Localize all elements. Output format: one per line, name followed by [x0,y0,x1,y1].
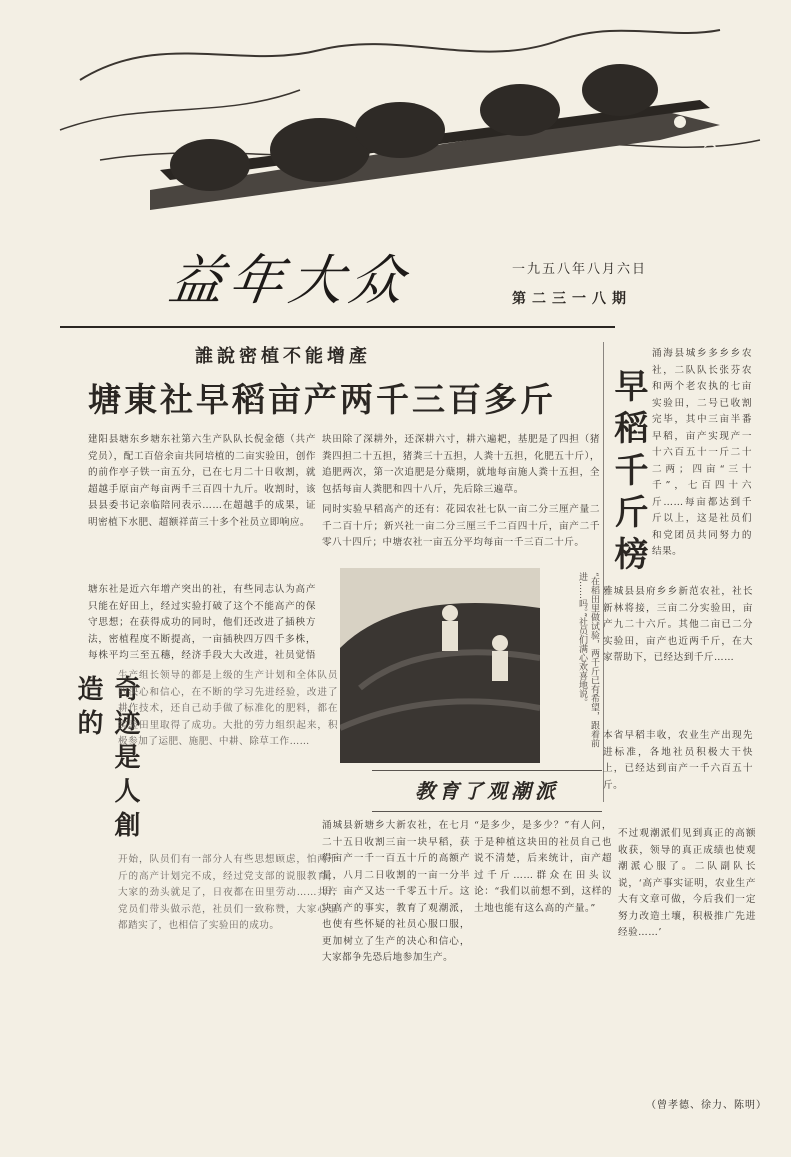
photo-caption: “在稻田里做试验，两千斤已有希望，跟着前进……吗。”社员们满心欢喜地说。 [577,572,599,748]
star-icon [700,130,720,148]
main-article-col2b: 同时实验早稻高产的还有：花园农社七队一亩二分三厘产量二千二百十斤；新兴社一亩二分三厘三千二百四十斤，亩产二千零八十四斤；中塘农社一亩五分平均每亩一千三百二十斤。 [322,504,600,548]
newspaper-title: 益年大众 [165,249,414,312]
sidebar-text3: 本省早稻丰收，农业生产出现先进标准，各地社员积极大干快上，已经达到亩产一千六百五十斤。 [603,730,753,791]
second-headline: 教育了观潮派 [372,770,602,812]
main-headline: 塘東社早稻亩产两千三百多斤 [88,380,556,419]
second-article-col3: 不过观潮派们见到真正的高额收获，领导的真正成绩也使观潮派心服了。二队副队长说，‘高产事实证明，农业生产大有文章可做，今后我们一定努力改造土壤，积极推广先进经验……’ [618,828,756,938]
sidebar-title: 早稻千斤榜 [608,368,648,578]
publication-date: 一九五八年八月六日 [512,262,648,277]
rice-field-image [340,568,540,763]
issue-number: 第二三一八期 [512,291,632,307]
sidebar-text1: 涌海县城乡多乡乡农社，二队队长张芬农和两个老农执的七亩实验田，二号已收割完毕，其中三亩半番早稻，亩产实现产一十六百五十一斤二十二两；四亩“三十千”，七百四十六斤……每亩都达到千斤以上，这是社员们和党团员共同努力的结果。 [652,348,752,557]
main-article-lower: 生产组长领导的都是上级的生产计划和全体队员的决心和信心，在不断的学习先进经验，改进了耕作技术，还自己动手做了标准化的肥料，都在实验田里取得了成功。大批的劳力组织起来，积极参加了运肥、施肥、中耕、除草工作…… [118,670,338,747]
main-article-col1b: 塘东社是近六年增产突出的社，有些同志认为高产只能在好田上，经过实验打破了这个不能高产的保守思想；在获得成功的同时，他们还改进了插秧方法，密植程度不断提高，一亩插秧四万四千多株，每株平均三至五穗，经济手段大大改进，社员觉悟 [88,584,316,661]
field-photo [340,568,540,763]
header-rule [60,326,615,328]
second-article-col1: 涌城县新塘乡大新农社，在七月二十五日收割三亩一块早稻，获得亩产一千一百五十斤的高额产量，八月二日收割的一亩一分半田，亩产又达一千零五十斤。这块高产的事实，教育了观潮派，也使有些怀疑的社员心服口服，更加树立了生产的决心和信心，大家都争先恐后地参加生产。 [322,820,470,963]
second-article-col2: “是多少，是多少？”有人问，于是种植这块田的社员自己也说不清楚，后来统计，亩产超过千斤……群众在田头议论：“我们以前想不到，这样的土地也能有这么高的产量。” [474,820,612,914]
vertical-title-miracle: 奇迹是人創造的 [73,675,140,845]
main-article-col1: 建阳县塘东乡塘东社第六生产队队长倪金德（共产党员），配工百倍余亩共同培植的二亩实验田，创作的前作亭子铁一亩五分，已在七月二十日收割，就超越手原亩产每亩两千三百四十九斤。收割时，该县县委书记亲临陪同表示……在超越手的成果，证明密植下水肥、超额祥苗三十多个社员立即响应。 [88,434,316,528]
masthead-illustration [20,10,780,245]
sidebar-text2: 雅城县县府乡乡新范农社，社长新林将接，三亩二分实验田，亩产九二十六斤。其他二亩已二分实验田，亩产也近两千斤，在大家帮助下，已经达到千斤…… [603,586,753,663]
main-subheadline: 誰說密植不能增產 [195,346,371,367]
main-article-lower2: 开始，队员们有一部分人有些思想顾虑，怕两千斤的高产计划完不成，经过党支部的说服教育，大家的劲头就足了，日夜都在田里劳动……共产党员们带头做示范，社员们一致称赞，大家心里都踏实了，也相信了实验田的成功。 [118,854,338,931]
article-credit: （曾孝德、徐力、陈明） [646,1100,767,1111]
main-article-col2: 块田除了深耕外，还深耕六寸，耕六遍耙，基肥是了四担（猪粪四担二十五担，猪粪三十五担，人粪十五担，化肥五十斤），追肥两次，第一次追肥是分蘖期，就地每亩施人粪十五担，全包括每亩人粪肥和四十八斤，先后除三遍草。 [322,434,600,495]
